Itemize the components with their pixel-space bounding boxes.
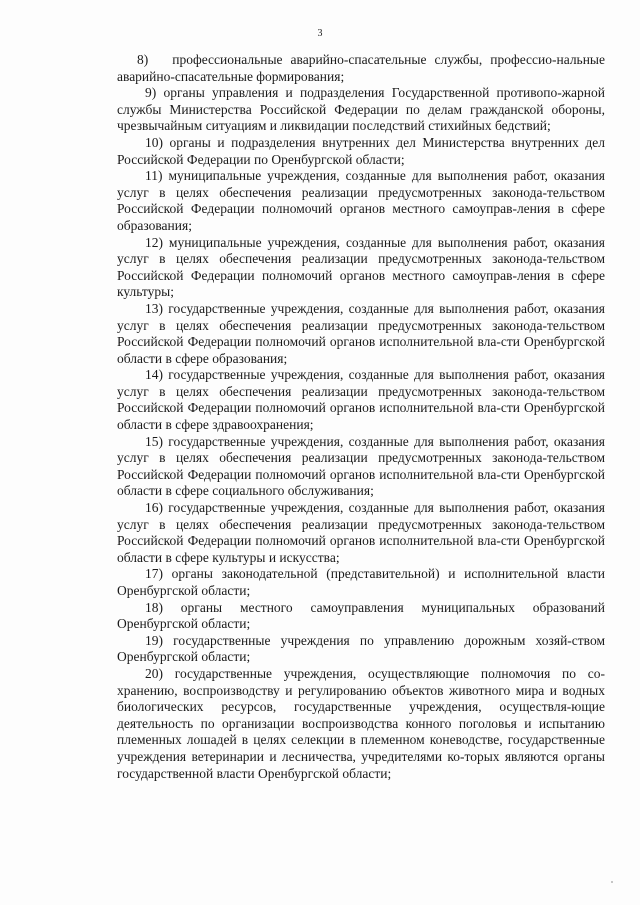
list-item-9: 9) органы управления и подразделения Государственной противопо-жарной службы Министерства Российской Федерации по делам гражданской обороны, чрезвычайным ситуациям и ликвидации последствий стихийных бедствий; <box>117 85 605 134</box>
list-item-16: 16) государственные учреждения, созданные для выполнения работ, оказания услуг в целях обеспечения реализации предусмотренных законода-тельством Российской Федерации полномочий органов исполнительной вла-сти Оренбургской области в сфере культуры и искусства; <box>117 500 605 565</box>
scan-artifact-dot <box>611 881 613 883</box>
list-item-11: 11) муниципальные учреждения, созданные для выполнения работ, оказания услуг в целях обеспечения реализации предусмотренных законода-тельством Российской Федерации полномочий органов местного самоуправ-ления в сфере образования; <box>117 168 605 233</box>
list-item-17: 17) органы законодательной (представительной) и исполнительной власти Оренбургской области; <box>117 566 605 598</box>
list-item-13: 13) государственные учреждения, созданные для выполнения работ, оказания услуг в целях обеспечения реализации предусмотренных законода-тельством Российской Федерации полномочий органов исполнительной вла-сти Оренбургской области в сфере образования; <box>117 300 605 366</box>
list-item-10: 10) органы и подразделения внутренних дел Министерства внутренних дел Российской Федерации по Оренбургской области; <box>117 134 605 167</box>
list-item-20: 20) государственные учреждения, осуществляющие полномочия по со-хранению, воспроизводству и регулированию объектов животного мира и водных биологических ресурсов, государственные учреждения, осуществля-ющие деятельность по организации воспроизводства конного поголовья и испытанию племенных лошадей в целях селекции в племенном коневодстве, государственные учреждения ветеринарии и лесничества, учредителями ко-торых являются органы государственной власти Оренбургской области; <box>117 665 605 781</box>
list-item-14: 14) государственные учреждения, созданные для выполнения работ, оказания услуг в целях обеспечения реализации предусмотренных законода-тельством Российской Федерации полномочий органов исполнительной вла-сти Оренбургской области в сфере здравоохранения; <box>117 367 605 433</box>
list-item-12: 12) муниципальные учреждения, созданные для выполнения работ, оказания услуг в целях обеспечения реализации предусмотренных законода-тельством Российской Федерации полномочий органов местного самоуправ-ления в сфере культуры; <box>117 234 605 300</box>
page-number: 3 <box>317 28 323 39</box>
list-item-19: 19) государственные учреждения по управлению дорожным хозяй-ством Оренбургской области; <box>117 632 605 665</box>
list-item-8: 8) профессиональные аварийно-спасательные службы, профессио-нальные аварийно-спасательные формирования; <box>117 52 605 84</box>
document-body <box>117 52 605 782</box>
list-item-18: 18) органы местного самоуправления муниципальных образований Оренбургской области; <box>117 599 605 632</box>
list-item-15: 15) государственные учреждения, созданные для выполнения работ, оказания услуг в целях обеспечения реализации предусмотренных законода-тельством Российской Федерации полномочий органов исполнительной вла-сти Оренбургской области в сфере социального обслуживания; <box>117 433 605 499</box>
